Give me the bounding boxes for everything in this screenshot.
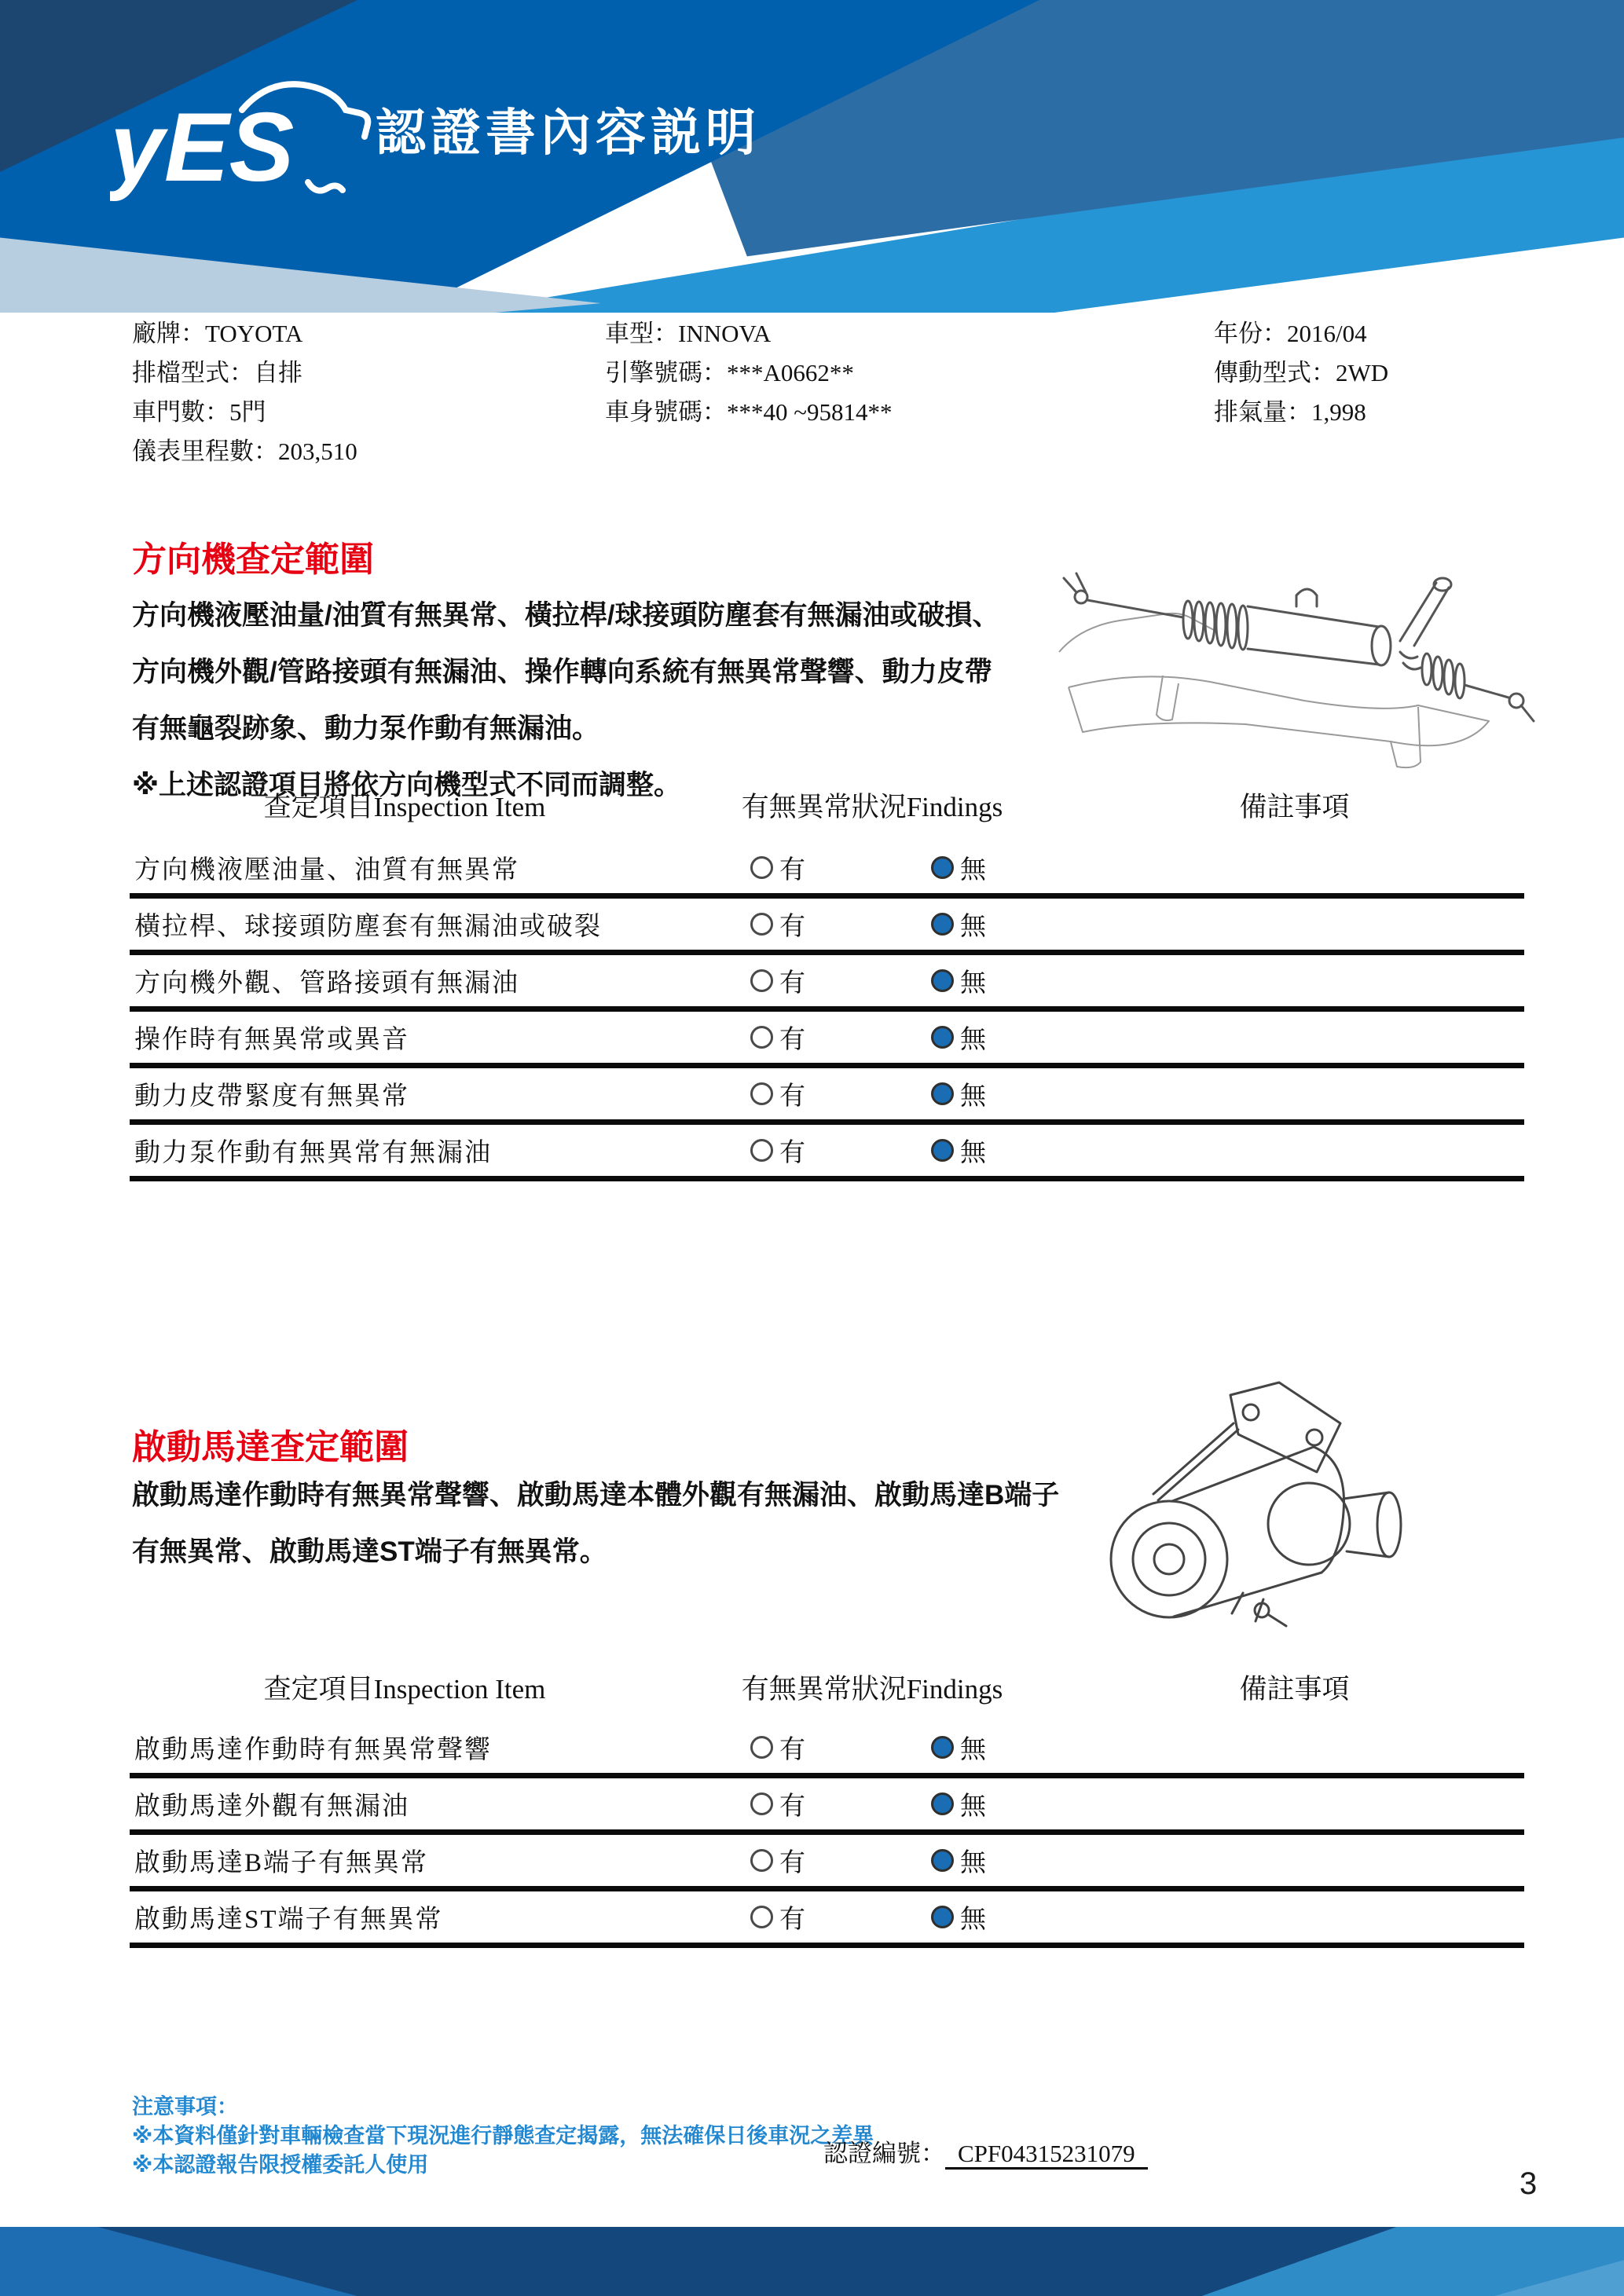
radio-yes-label: 有 — [779, 1792, 805, 1821]
table-row — [130, 1722, 1524, 1778]
table-row — [130, 955, 1524, 1012]
header-notes: 備註事項 — [1239, 1674, 1350, 1705]
info-year: 年份：2016/04 — [1214, 320, 1367, 347]
radio-yes-label: 有 — [779, 1139, 805, 1167]
info-engine-number: 引擎號碼：***A0662** — [605, 359, 854, 386]
inspection-item-label: 方向機外觀、管路接頭有無漏油 — [134, 969, 519, 998]
radio-no — [931, 1785, 1524, 1822]
radio-yes — [750, 1899, 931, 1935]
radio-yes — [750, 962, 931, 999]
steering-table-header — [130, 785, 1524, 825]
header-banner — [0, 0, 1624, 313]
radio-unselected-icon — [750, 1082, 773, 1105]
radio-no — [931, 1075, 1524, 1112]
certificate-number-value: CPF04315231079 — [945, 2140, 1148, 2170]
table-row — [130, 899, 1524, 955]
steering-rack-line-drawing — [1045, 534, 1540, 778]
notice-line: ※本資料僅針對車輛檢查當下現況進行靜態查定揭露，無法確保日後車況之差異 — [132, 2124, 874, 2148]
radio-unselected-icon — [750, 1139, 773, 1162]
radio-unselected-icon — [750, 856, 773, 879]
footer-banner — [0, 2227, 1624, 2296]
radio-unselected-icon — [750, 1906, 773, 1928]
radio-unselected-icon — [750, 1849, 773, 1872]
radio-yes-label: 有 — [779, 1849, 805, 1877]
inspection-item-label: 啟動馬達B端子有無異常 — [134, 1849, 429, 1877]
radio-no-label: 無 — [960, 1026, 986, 1054]
starter-section-description: 啟動馬達作動時有無異常聲響、啟動馬達本體外觀有無漏油、啟動馬達B端子 有無異常、啟動馬達ST端子有無異常。 — [132, 1480, 1060, 1567]
radio-selected-icon — [931, 1026, 954, 1049]
radio-yes-label: 有 — [779, 913, 805, 941]
yes-logo-text: yES — [110, 93, 295, 202]
info-doors: 車門數：5門 — [132, 398, 266, 426]
page-number: 3 — [1520, 2166, 1538, 2201]
vehicle-info-column-1 — [132, 314, 357, 471]
radio-selected-icon — [931, 1792, 954, 1815]
info-displacement: 排氣量：1,998 — [1214, 398, 1366, 426]
inspection-item-label: 方向機液壓油量、油質有無異常 — [134, 856, 519, 884]
radio-no-label: 無 — [960, 1849, 986, 1877]
table-row — [130, 1778, 1524, 1835]
radio-no — [931, 849, 1524, 886]
header-findings: 有無異常狀況Findings — [741, 1674, 1003, 1705]
radio-no-label: 無 — [960, 1736, 986, 1764]
info-body-number: 車身號碼：***40 ~95814** — [605, 398, 893, 426]
radio-yes — [750, 906, 931, 943]
table-row — [130, 1068, 1524, 1125]
yes-logo — [110, 72, 385, 206]
radio-yes — [750, 1075, 931, 1112]
steering-section-title: 方向機查定範圍 — [132, 540, 374, 579]
radio-yes-label: 有 — [779, 1082, 805, 1111]
table-row — [130, 1835, 1524, 1891]
table-row — [130, 1891, 1524, 1948]
starter-table-header — [130, 1668, 1524, 1707]
page-title: 認證書內容説明 — [376, 104, 761, 161]
header-inspection-item: 查定項目Inspection Item — [263, 1674, 546, 1705]
radio-unselected-icon — [750, 913, 773, 936]
inspection-item-label: 啟動馬達作動時有無異常聲響 — [134, 1736, 492, 1764]
radio-no-label: 無 — [960, 913, 986, 941]
radio-unselected-icon — [750, 969, 773, 992]
vehicle-info-column-2 — [605, 314, 893, 432]
radio-yes — [750, 1132, 931, 1169]
radio-yes-label: 有 — [779, 1026, 805, 1054]
certificate-number-label: 認證編號： — [823, 2140, 945, 2167]
radio-yes-label: 有 — [779, 1906, 805, 1934]
radio-unselected-icon — [750, 1026, 773, 1049]
notice-title: 注意事項： — [132, 2095, 238, 2118]
radio-selected-icon — [931, 969, 954, 992]
info-brand: 廠牌：TOYOTA — [132, 320, 303, 347]
radio-selected-icon — [931, 1906, 954, 1928]
radio-yes-label: 有 — [779, 1736, 805, 1764]
radio-selected-icon — [931, 913, 954, 936]
inspection-item-label: 橫拉桿、球接頭防塵套有無漏油或破裂 — [134, 913, 602, 941]
radio-no — [931, 906, 1524, 943]
inspection-item-label: 啟動馬達ST端子有無異常 — [134, 1906, 443, 1934]
info-transmission-type: 排檔型式：自排 — [132, 359, 302, 386]
radio-unselected-icon — [750, 1792, 773, 1815]
steering-table — [130, 842, 1524, 1181]
radio-no — [931, 1842, 1524, 1879]
inspection-item-label: 操作時有無異常或異音 — [134, 1026, 409, 1054]
starter-motor-line-drawing — [1076, 1375, 1422, 1646]
radio-no — [931, 1019, 1524, 1056]
radio-selected-icon — [931, 1736, 954, 1759]
table-row — [130, 842, 1524, 899]
inspection-item-label: 動力泵作動有無異常有無漏油 — [134, 1139, 492, 1167]
radio-no — [931, 1132, 1524, 1169]
radio-no-label: 無 — [960, 1139, 986, 1167]
radio-no-label: 無 — [960, 1906, 986, 1934]
notice-line: ※本認證報告限授權委託人使用 — [132, 2153, 429, 2177]
radio-no-label: 無 — [960, 856, 986, 884]
info-odometer: 儀表里程數：203,510 — [132, 438, 357, 465]
header-notes: 備註事項 — [1239, 792, 1350, 822]
info-drive-type: 傳動型式：2WD — [1214, 359, 1389, 386]
starter-section-title: 啟動馬達查定範圍 — [132, 1428, 409, 1467]
inspection-item-label: 啟動馬達外觀有無漏油 — [134, 1792, 409, 1821]
radio-no — [931, 1729, 1524, 1766]
radio-yes-label: 有 — [779, 856, 805, 884]
radio-yes — [750, 1019, 931, 1056]
header-inspection-item: 查定項目Inspection Item — [263, 792, 546, 822]
table-row — [130, 1012, 1524, 1068]
radio-selected-icon — [931, 1082, 954, 1105]
radio-no-label: 無 — [960, 1792, 986, 1821]
radio-yes — [750, 1729, 931, 1766]
steering-section-description: 方向機液壓油量/油質有無異常、橫拉桿/球接頭防塵套有無漏油或破損、 方向機外觀/管路接頭有無漏油、操作轉向系統有無異常聲響、動力皮帶 有無龜裂跡象、動力泵作動有無漏油。 ※上述認證項目將依方向機型式不同而調整。 — [132, 600, 1000, 800]
notice-block — [132, 2093, 874, 2180]
inspection-item-label: 動力皮帶緊度有無異常 — [134, 1082, 409, 1111]
radio-yes-label: 有 — [779, 969, 805, 998]
radio-selected-icon — [931, 856, 954, 879]
radio-no — [931, 1899, 1524, 1935]
radio-selected-icon — [931, 1849, 954, 1872]
vehicle-info-column-3 — [1214, 314, 1388, 432]
header-findings: 有無異常狀況Findings — [741, 792, 1003, 822]
radio-yes — [750, 849, 931, 886]
certificate-number — [823, 2133, 1148, 2169]
starter-table — [130, 1722, 1524, 1948]
radio-yes — [750, 1842, 931, 1879]
radio-no-label: 無 — [960, 969, 986, 998]
info-model: 車型：INNOVA — [605, 320, 772, 347]
radio-unselected-icon — [750, 1736, 773, 1759]
radio-no-label: 無 — [960, 1082, 986, 1111]
table-row — [130, 1125, 1524, 1181]
radio-yes — [750, 1785, 931, 1822]
radio-no — [931, 962, 1524, 999]
radio-selected-icon — [931, 1139, 954, 1162]
